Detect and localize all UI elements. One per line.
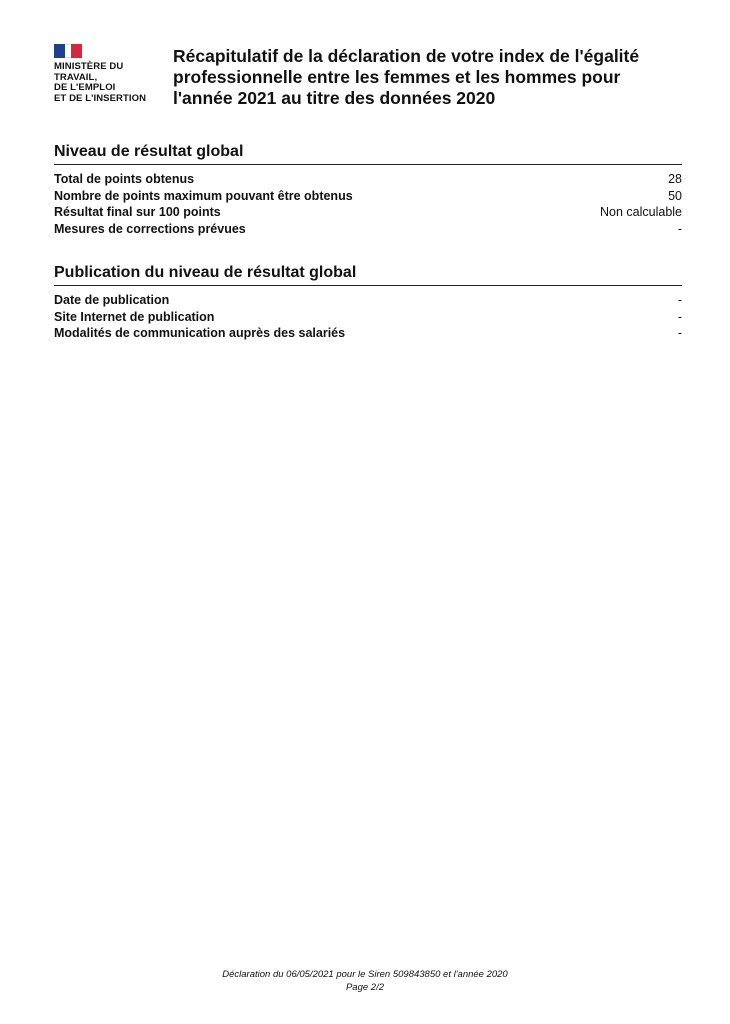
section-title: Niveau de résultat global	[54, 142, 682, 165]
publication-row-website	[54, 309, 682, 326]
row-label: Résultat final sur 100 points	[54, 205, 221, 219]
footer-declaration: Déclaration du 06/05/2021 pour le Siren 509843850 et l'année 2020	[222, 969, 508, 980]
ministry-logo	[54, 44, 164, 104]
ministry-name-line-3: DE L'EMPLOI	[54, 82, 116, 93]
result-row-max-points	[54, 188, 682, 205]
row-value: 28	[668, 172, 682, 186]
footer-page-number: Page 2/2	[345, 982, 385, 993]
row-label: Nombre de points maximum pouvant être obtenus	[54, 188, 353, 203]
ministry-name-line-4: ET DE L'INSERTION	[54, 92, 147, 104]
row-value: -	[677, 309, 682, 324]
row-label: Total de points obtenus	[54, 172, 195, 186]
row-value: -	[677, 221, 682, 236]
row-label: Modalités de communication auprès des salariés	[54, 326, 346, 340]
document-title	[173, 46, 673, 109]
ministry-name-line-1: MINISTÈRE DU	[54, 61, 124, 72]
result-row-total-points	[54, 171, 682, 188]
title-line-1: Récapitulatif de la déclaration de votre index de l'égalité	[173, 46, 640, 66]
publication-row-date	[54, 292, 682, 309]
row-value: 50	[668, 188, 682, 203]
row-label: Mesures de corrections prévues	[54, 221, 246, 236]
ministry-name-line-2: TRAVAIL,	[54, 71, 98, 83]
result-row-final-score	[54, 204, 682, 221]
title-line-3: l'année 2021 au titre des données 2020	[173, 88, 496, 108]
publication-row-communication	[54, 325, 682, 342]
section-global-result	[54, 142, 682, 237]
row-value: Non calculable	[600, 205, 682, 219]
section-title: Publication du niveau de résultat global	[54, 263, 682, 286]
result-row-corrective-measures	[54, 221, 682, 238]
row-label: Date de publication	[54, 293, 170, 307]
row-label: Site Internet de publication	[54, 309, 215, 324]
title-line-2: professionnelle entre les femmes et les hommes pour	[173, 67, 621, 87]
row-value: -	[677, 326, 682, 340]
french-flag-icon	[54, 44, 82, 58]
row-value: -	[677, 293, 682, 307]
page-footer	[0, 968, 730, 994]
section-publication	[54, 263, 682, 342]
